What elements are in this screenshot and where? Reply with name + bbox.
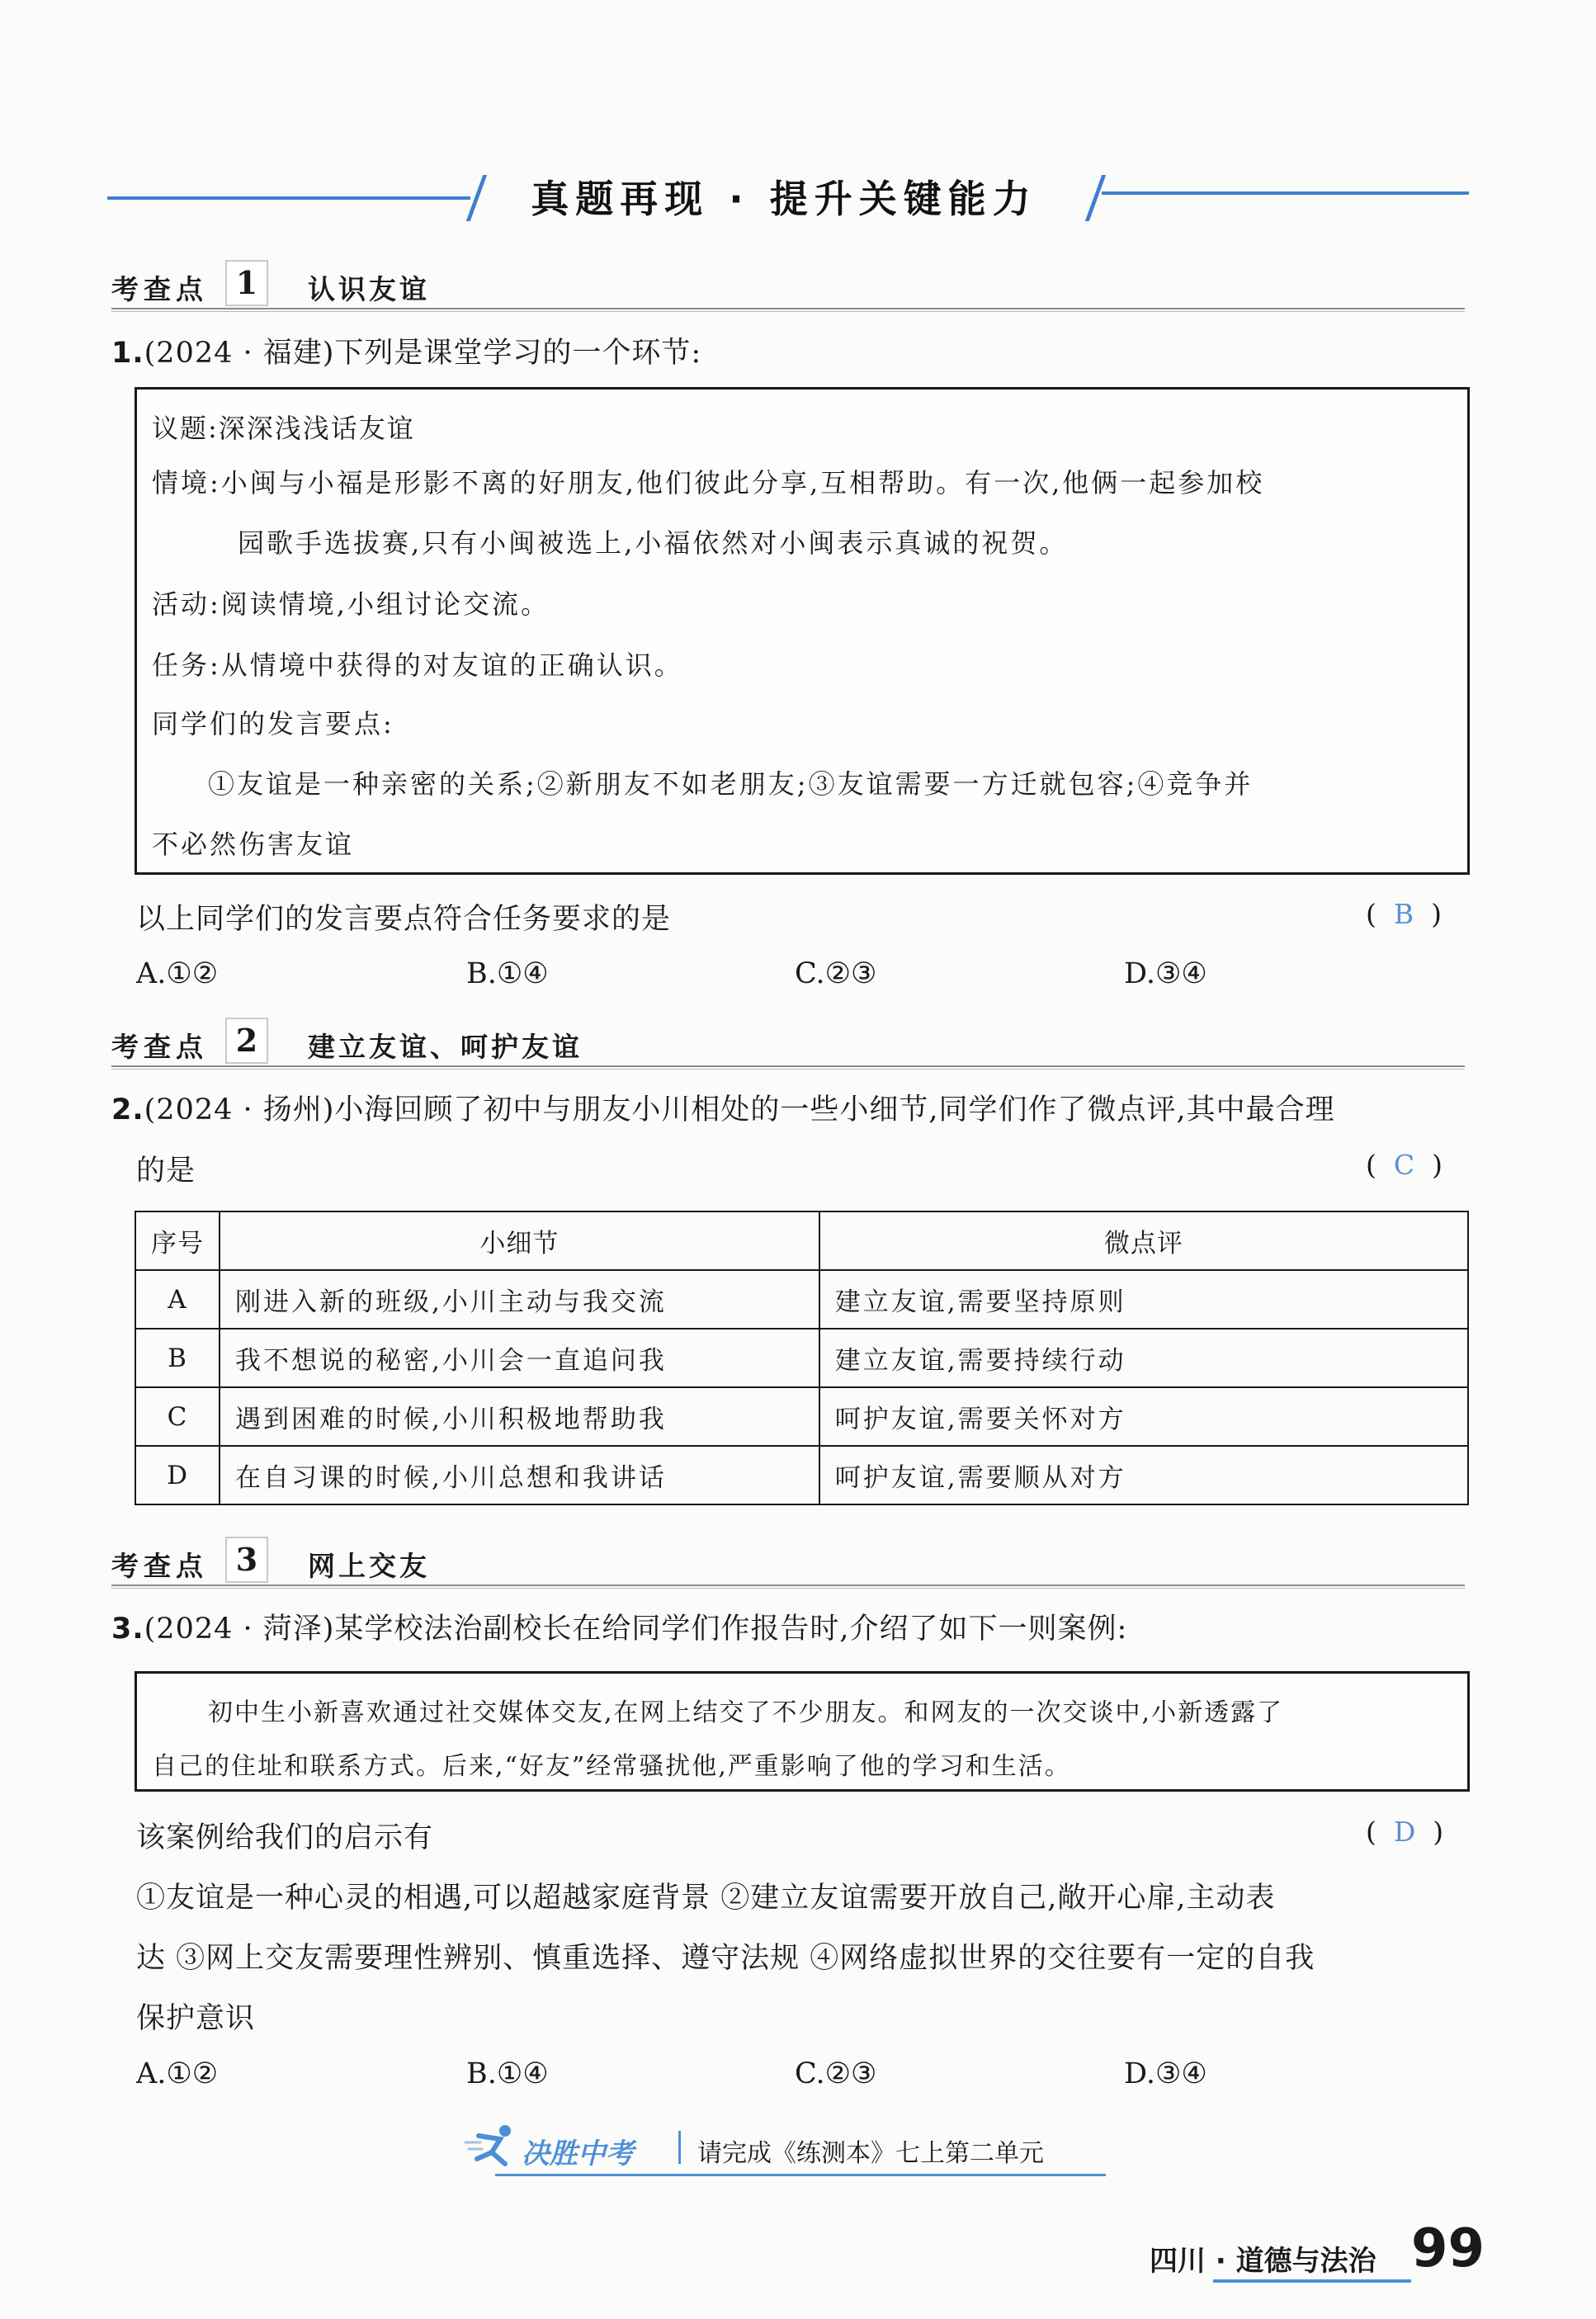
section-title: 认识友谊 — [308, 273, 430, 305]
table-row — [135, 1387, 1468, 1446]
q3-option-a: A.①② — [136, 2057, 219, 2090]
q1-box-line-2: 情境:小闽与小福是形影不离的好朋友,他们彼此分享,互相帮助。有一次,他俩一起参加校 — [152, 467, 1265, 498]
table-row — [135, 1329, 1468, 1387]
q1-box-line-7: ①友谊是一种亲密的关系;②新朋友不如老朋友;③友谊需要一方迁就包容;④竞争并 — [208, 768, 1254, 800]
table-cell-detail: 刚进入新的班级,小川主动与我交流 — [220, 1270, 819, 1329]
q1-context-box — [135, 387, 1470, 875]
q2-number: 2. — [111, 1093, 144, 1126]
table-cell-id: B — [135, 1329, 220, 1387]
q1-stem-text: (2024 · 福建)下列是课堂学习的一个环节: — [144, 337, 702, 370]
table-cell-id: D — [135, 1446, 220, 1504]
footer-brand: 四川 · 道德与法治 — [1150, 2245, 1376, 2278]
page-banner-title: 真题再现 · 提升关键能力 — [531, 177, 1037, 221]
q3-question: 该案例给我们的启示有 — [136, 1821, 434, 1854]
table-cell-detail: 在自习课的时候,小川总想和我讲话 — [220, 1446, 819, 1504]
q3-box-line-2: 自己的住址和联系方式。后来,“好友”经常骚扰他,严重影响了他的学习和生活。 — [152, 1752, 1071, 1781]
q3-stem-text: (2024 · 菏泽)某学校法治副校长在给同学们作报告时,介绍了如下一则案例: — [144, 1613, 1128, 1646]
section-title: 网上交友 — [308, 1550, 430, 1582]
table-cell-comment: 呵护友谊,需要顺从对方 — [819, 1446, 1468, 1504]
q3-option-c: C.②③ — [795, 2057, 877, 2090]
q1-box-line-6: 同学们的发言要点: — [152, 708, 394, 739]
section-header-1 — [111, 260, 1465, 308]
q1-option-d: D.③④ — [1124, 957, 1207, 990]
table-header-row — [135, 1211, 1468, 1270]
q3-stem — [111, 1606, 1127, 1647]
section-number: 3 — [225, 1537, 268, 1583]
q1-box-line-4: 活动:阅读情境,小组讨论交流。 — [152, 588, 550, 620]
q2-table — [135, 1211, 1469, 1505]
table-row — [135, 1270, 1468, 1329]
q3-statement-line-3: 保护意识 — [136, 2002, 256, 2035]
banner-line-right — [1102, 191, 1469, 195]
q1-box-line-5: 任务:从情境中获得的对友谊的正确认识。 — [152, 649, 683, 681]
section-rule — [111, 308, 1465, 309]
q1-option-c: C.②③ — [795, 957, 877, 990]
q1-option-b: B.①④ — [466, 957, 549, 990]
section-label: 考查点 — [111, 1031, 208, 1063]
q1-answer: ( B ) — [1366, 898, 1442, 930]
q3-option-b: B.①④ — [466, 2057, 549, 2090]
footer-note: 请完成《练测本》七上第二单元 — [697, 2139, 1044, 2168]
table-cell-comment: 建立友谊,需要持续行动 — [819, 1329, 1468, 1387]
section-label: 考查点 — [111, 1550, 208, 1582]
footer-logo-text: 决胜中考 — [522, 2137, 634, 2170]
footer-divider — [678, 2131, 681, 2164]
banner-line-left — [107, 196, 470, 200]
brand-underline — [1213, 2279, 1411, 2283]
q1-number: 1. — [111, 337, 144, 370]
q3-number: 3. — [111, 1613, 144, 1646]
section-number: 2 — [225, 1018, 268, 1064]
section-number: 1 — [225, 260, 268, 306]
q1-answer-letter: B — [1393, 898, 1414, 930]
table-header-cell: 微点评 — [819, 1211, 1468, 1270]
table-cell-comment: 呵护友谊,需要关怀对方 — [819, 1387, 1468, 1446]
section-header-2 — [111, 1018, 1465, 1065]
q3-statement-line-2: 达 ③网上交友需要理性辨别、慎重选择、遵守法规 ④网络虚拟世界的交往要有一定的自我 — [136, 1942, 1315, 1975]
q3-answer-letter: D — [1393, 1816, 1416, 1848]
runner-logo-icon — [464, 2121, 523, 2170]
footer-underline — [495, 2174, 1106, 2176]
table-header-cell: 小细节 — [220, 1211, 819, 1270]
q1-box-line-8: 不必然伤害友谊 — [152, 829, 355, 860]
q3-case-box — [135, 1671, 1470, 1792]
table-row — [135, 1446, 1468, 1504]
q2-stem — [111, 1087, 1335, 1128]
q3-statement-line-1: ①友谊是一种心灵的相遇,可以超越家庭背景 ②建立友谊需要开放自己,敞开心扉,主动表 — [136, 1882, 1276, 1915]
section-label: 考查点 — [111, 273, 208, 305]
q1-box-line-1: 议题:深深浅浅话友谊 — [152, 413, 415, 444]
section-header-3 — [111, 1537, 1465, 1585]
q2-answer: ( C ) — [1366, 1149, 1443, 1181]
q3-option-d: D.③④ — [1124, 2057, 1207, 2090]
section-title: 建立友谊、呵护友谊 — [308, 1031, 583, 1063]
q3-answer: ( D ) — [1366, 1816, 1444, 1848]
table-cell-id: C — [135, 1387, 220, 1446]
table-cell-id: A — [135, 1270, 220, 1329]
section-rule-thin — [111, 1069, 1465, 1070]
table-header-cell: 序号 — [135, 1211, 220, 1270]
q1-question: 以上同学们的发言要点符合任务要求的是 — [136, 903, 672, 936]
section-rule — [111, 1065, 1465, 1067]
table-cell-detail: 遇到困难的时候,小川积极地帮助我 — [220, 1387, 819, 1446]
q2-answer-letter: C — [1393, 1149, 1415, 1181]
page-number: 99 — [1411, 2218, 1485, 2279]
table-cell-detail: 我不想说的秘密,小川会一直追问我 — [220, 1329, 819, 1387]
section-rule-thin — [111, 1588, 1465, 1589]
q1-stem — [111, 330, 701, 371]
table-cell-comment: 建立友谊,需要坚持原则 — [819, 1270, 1468, 1329]
section-rule-thin — [111, 311, 1465, 312]
q1-box-line-3: 园歌手选拔赛,只有小闽被选上,小福依然对小闽表示真诚的祝贺。 — [238, 527, 1069, 559]
q2-stem-line-2: 的是 — [136, 1155, 196, 1188]
q1-option-a: A.①② — [136, 957, 219, 990]
section-rule — [111, 1585, 1465, 1586]
q2-stem-text: (2024 · 扬州)小海回顾了初中与朋友小川相处的一些小细节,同学们作了微点评,其中最合理 — [144, 1093, 1335, 1126]
q3-box-line-1: 初中生小新喜欢通过社交媒体交友,在网上结交了不少朋友。和网友的一次交谈中,小新透露了 — [208, 1698, 1284, 1727]
